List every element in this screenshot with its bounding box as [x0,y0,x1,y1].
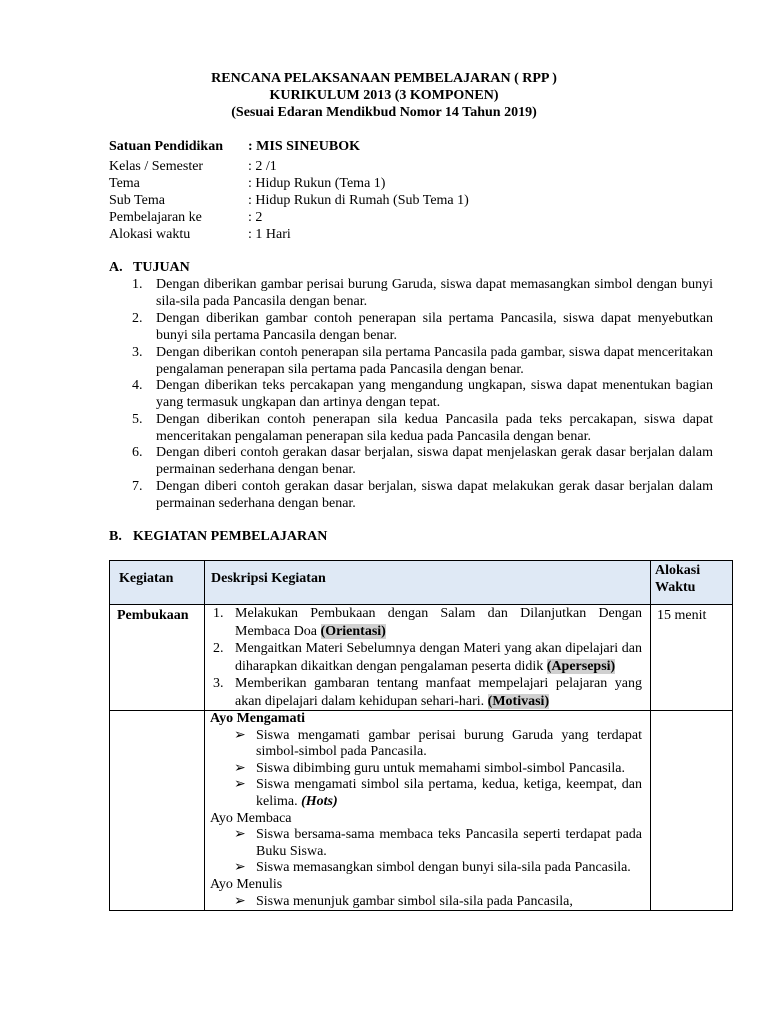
header-alokasi: Alokasi Waktu [651,561,733,605]
identity-value: : 2 /1 [248,159,277,174]
identity-label: Alokasi waktu [109,227,191,242]
identity-label: Sub Tema [109,193,165,208]
identity-value: : Hidup Rukun (Tema 1) [248,176,386,191]
arrow-bullet-icon: ➢ [234,760,246,776]
step-tag: (Orientasi) [320,623,386,639]
identity-row-kelas [109,158,277,175]
objective-text: Dengan diberikan contoh penerapan sila kedua Pancasila pada teks percakapan, siswa dapat menceritakan pengalaman penerapan sila kedua pada Pancasila dengan benar. [156,412,713,444]
row-label-inti [110,711,205,911]
arrow-bullet-icon: ➢ [234,893,246,909]
table-row-inti [110,711,733,911]
objective-number: 1. [132,277,143,292]
identity-label: Kelas / Semester [109,159,204,174]
hots-tag: (Hots) [301,793,338,809]
objective-number: 6. [132,445,143,460]
duration-pembukaan: 15 menit [651,605,733,711]
arrow-bullet-icon: ➢ [234,777,246,793]
list-item [211,675,642,710]
list-item [210,860,642,877]
identity-label: Pembelajaran ke [109,210,202,225]
list-item [211,605,642,640]
subheading-ayo-menulis: Ayo Menulis [210,876,283,892]
subheading-ayo-membaca: Ayo Membaca [210,810,292,826]
item-text: Siswa bersama-sama membaca teks Pancasila seperti terdapat pada Buku Siswa. [256,827,642,859]
identity-label: Satuan Pendidikan [109,139,223,154]
identity-row-satuan [109,138,360,155]
list-item [210,827,642,860]
section-title: KEGIATAN PEMBELAJARAN [133,529,328,544]
step-text: Melakukan Pembukaan dengan Salam dan Dilanjutkan Dengan Membaca Doa [235,606,642,639]
step-tag: (Motivasi) [487,693,550,709]
arrow-bullet-icon: ➢ [234,860,246,876]
arrow-bullet-icon: ➢ [234,727,246,743]
list-item [211,640,642,675]
step-text: Mengaitkan Materi Sebelumnya dengan Materi yang akan dipelajari dan diharapkan dikaitkan dengan pengalaman peserta didik [235,641,642,674]
objective-item [132,276,713,310]
list-item [210,894,642,911]
table-row-pembukaan [110,605,733,711]
inti-description [205,711,651,911]
section-letter: A. [109,260,123,275]
identity-value: : 2 [248,210,263,225]
identity-label: Tema [109,176,140,191]
item-text: Siswa mengamati gambar perisai burung Garuda yang terdapat simbol-simbol pada Pancasila. [256,727,642,760]
pembukaan-description [205,605,651,711]
arrow-bullet-icon: ➢ [234,827,246,843]
objective-item [132,344,713,378]
step-number: 1. [213,606,224,621]
section-heading-tujuan [109,259,190,276]
step-number: 2. [213,641,224,656]
duration-inti [651,711,733,911]
objective-text: Dengan diberikan teks percakapan yang mengandung ungkapan, siswa dapat menentukan bagian yang termasuk ungkapan dan artinya dengan tepat. [156,378,713,410]
identity-row-subtema [109,192,469,209]
objective-number: 4. [132,378,143,393]
objective-item [132,310,713,344]
objective-text: Dengan diberi contoh gerakan dasar berjalan, siswa dapat melakukan gerak dasar berjalan dalam permainan sederhana dengan benar. [156,479,713,511]
identity-row-alokasi [109,226,291,243]
objective-text: Dengan diberikan gambar perisai burung Garuda, siswa dapat memasangkan simbol dengan bunyi sila-sila pada Pancasila dengan benar. [156,277,713,309]
step-number: 3. [213,676,224,691]
doc-title: RENCANA PELAKSANAAN PEMBELAJARAN ( RPP ) [211,71,557,86]
activities-table [109,560,733,911]
objective-number: 5. [132,412,143,427]
doc-reference: (Sesuai Edaran Mendikbud Nomor 14 Tahun 2019) [231,105,537,120]
pembukaan-steps [205,605,650,710]
item-text: Siswa dibimbing guru untuk memahami simbol-simbol Pancasila. [256,760,626,776]
step-text: Memberikan gambaran tentang manfaat mempelajari pelajaran yang akan dipelajari dalam kehidupan sehari-hari. [235,676,642,709]
objective-item [132,377,713,411]
identity-value: : 1 Hari [248,227,291,242]
objective-text: Dengan diberi contoh gerakan dasar berjalan, siswa dapat menjelaskan gerak dasar berjalan dalam permainan sederhana dengan benar. [156,445,713,477]
list-item [210,777,642,810]
objective-text: Dengan diberikan gambar contoh penerapan sila pertama Pancasila, siswa dapat menyebutkan bunyi sila pertama Pancasila dengan benar. [156,311,713,343]
list-item [210,728,642,761]
section-title: TUJUAN [133,260,190,275]
identity-row-pembelajaran [109,209,262,226]
objective-item [132,478,713,512]
objective-item [132,411,713,445]
table-header-row [110,561,733,605]
header-deskripsi: Deskripsi Kegiatan [205,561,651,605]
header-kegiatan: Kegiatan [110,561,205,605]
section-letter: B. [109,529,122,544]
item-text: Siswa menunjuk gambar simbol sila-sila pada Pancasila, [256,893,573,909]
objective-text: Dengan diberikan contoh penerapan sila pertama Pancasila pada gambar, siswa dapat menceritakan pengalaman penerapan sila pertama pada Pancasila dengan benar. [156,345,713,377]
identity-row-tema [109,175,385,192]
item-text: Siswa memasangkan simbol dengan bunyi sila-sila pada Pancasila. [256,860,631,876]
list-item [210,761,642,778]
section-heading-kegiatan [109,528,327,545]
objective-number: 2. [132,311,143,326]
identity-value: : Hidup Rukun di Rumah (Sub Tema 1) [248,193,469,208]
objective-item [132,444,713,478]
objective-number: 3. [132,345,143,360]
identity-value: : MIS SINEUBOK [248,139,361,154]
step-tag: (Apersepsi) [546,658,616,674]
doc-subtitle: KURIKULUM 2013 (3 KOMPONEN) [269,88,499,103]
row-label-pembukaan: Pembukaan [110,605,205,711]
objective-number: 7. [132,479,143,494]
item-text: Siswa mengamati simbol sila pertama, kedua, ketiga, keempat, dan kelima. [256,777,642,809]
subheading-ayo-mengamati: Ayo Mengamati [210,711,305,726]
